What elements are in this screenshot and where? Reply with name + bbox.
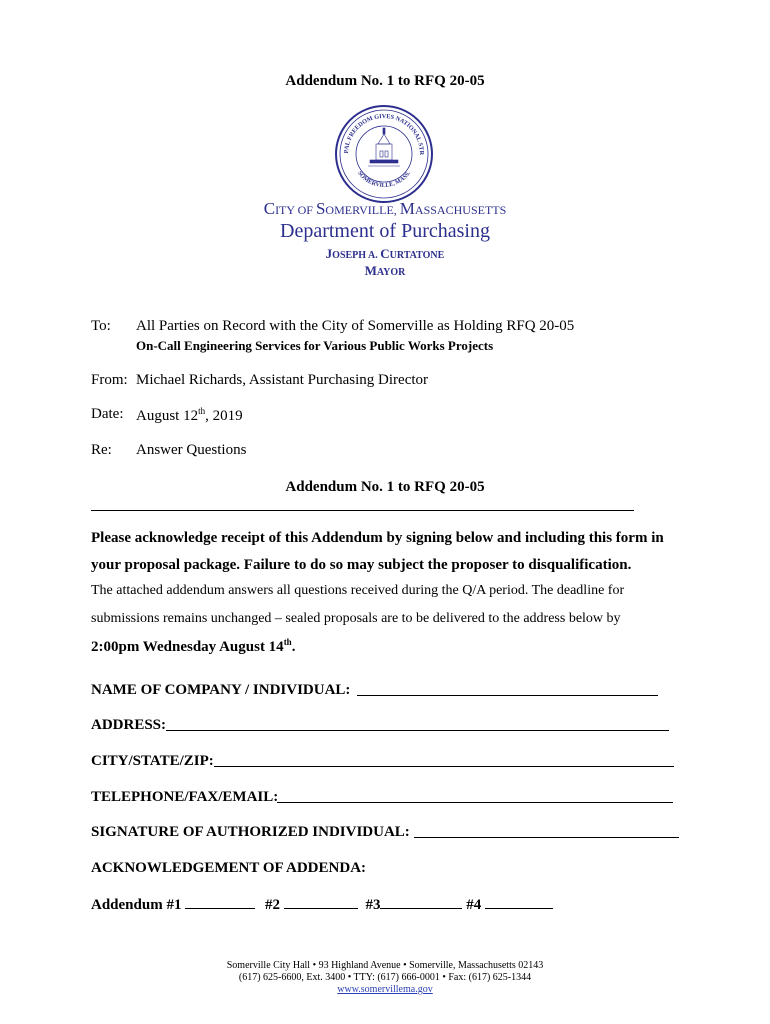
ack-instruction-line1: Please acknowledge receipt of this Addendum by signing below and including this form in [91, 530, 664, 546]
seal-bottom-arc-text: SOMERVILLE, MASS. [356, 170, 413, 189]
signature-field[interactable] [414, 822, 679, 838]
deadline-text: 2:00pm Wednesday August 14th. [91, 637, 296, 655]
mayor-title: MAYOR [364, 263, 406, 278]
addendum-3-field[interactable] [380, 896, 462, 909]
date-label: Date: [91, 406, 124, 422]
mayor-name: JOSEPH A. CURTATONE [325, 246, 445, 261]
city-seal-logo [334, 104, 434, 204]
footer-phone: (617) 625-6600, Ext. 3400 • TTY: (617) 666-0001 • Fax: (617) 625-1344 [238, 972, 532, 983]
body-line1: The attached addendum answers all questions received during the Q/A period. The deadline for [91, 583, 625, 598]
body-line2: submissions remains unchanged – sealed proposals are to be delivered to the address below by [91, 611, 621, 626]
addenda-ack-row [91, 896, 553, 914]
addendum-1-label: Addendum #1 [91, 897, 182, 913]
company-name-field[interactable] [357, 680, 658, 696]
addendum-4-field[interactable] [485, 896, 553, 909]
addendum-1-field[interactable] [185, 896, 255, 909]
footer-website-link[interactable]: www.somervillema.gov [337, 984, 433, 995]
re-label: Re: [91, 442, 112, 458]
date-value: August 12th, 2019 [136, 406, 243, 424]
footer-address: Somerville City Hall • 93 Highland Avenue • Somerville, Massachusetts 02143 [226, 960, 544, 971]
signature-label: SIGNATURE OF AUTHORIZED INDIVIDUAL: [91, 824, 410, 840]
city-name-heading: CITY OF SOMERVILLE, MASSACHUSETTS [263, 199, 507, 218]
city-state-zip-label: CITY/STATE/ZIP: [91, 753, 214, 769]
address-field[interactable] [166, 715, 669, 731]
ack-addenda-heading: ACKNOWLEDGEMENT OF ADDENDA: [91, 860, 367, 876]
to-label: To: [91, 318, 111, 334]
addendum-header-title: Addendum No. 1 to RFQ 20-05 [285, 73, 485, 89]
to-subline: On-Call Engineering Services for Various Public Works Projects [136, 338, 494, 353]
footer-website-row [0, 984, 770, 995]
section-divider [91, 510, 634, 511]
re-value: Answer Questions [136, 442, 247, 458]
from-value: Michael Richards, Assistant Purchasing Director [136, 372, 429, 388]
addendum-2-label: #2 [264, 897, 280, 913]
addendum-2-field[interactable] [284, 896, 358, 909]
section-title: Addendum No. 1 to RFQ 20-05 [285, 479, 485, 495]
to-value: All Parties on Record with the City of Somerville as Holding RFQ 20-05 [136, 318, 575, 334]
department-heading: Department of Purchasing [280, 220, 490, 242]
address-label: ADDRESS: [91, 717, 167, 733]
ack-instruction-line2: your proposal package. Failure to do so may subject the proposer to disqualification. [91, 557, 632, 573]
addendum-4-label: #4 [466, 897, 482, 913]
telephone-fax-email-field[interactable] [277, 787, 673, 803]
addendum-3-label: #3 [365, 897, 381, 913]
city-state-zip-field[interactable] [214, 751, 674, 767]
telephone-fax-email-label: TELEPHONE/FAX/EMAIL: [91, 789, 279, 805]
seal-top-arc-text: PAL FREEDOM GIVES NATIONAL STR [342, 112, 426, 156]
company-name-label: NAME OF COMPANY / INDIVIDUAL: [91, 682, 351, 698]
from-label: From: [91, 372, 128, 388]
